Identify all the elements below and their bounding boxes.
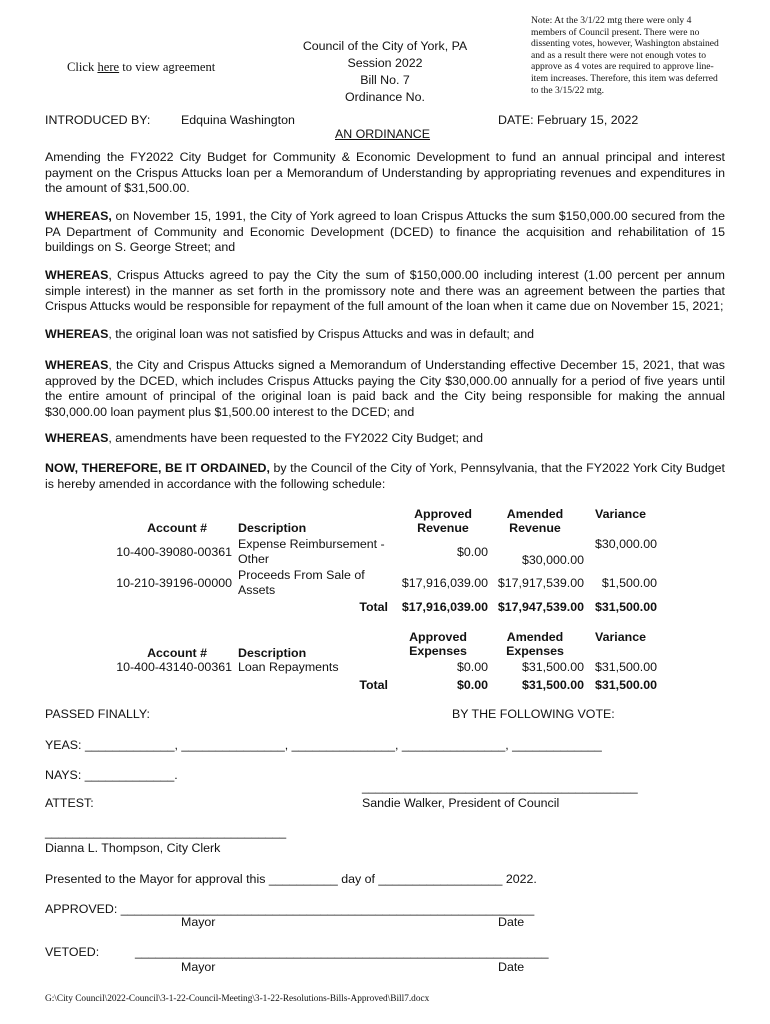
revenue-header-amended: Amended Revenue <box>506 507 564 535</box>
expense-header-amended: Amended Expenses <box>506 630 564 658</box>
clerk-signature-line: ___________________________________ <box>45 825 287 839</box>
expense-total-variance: $31,500.00 <box>594 678 657 692</box>
revenue-header-approved: Approved Revenue <box>414 507 472 535</box>
expense-total-approved: $0.00 <box>456 678 488 692</box>
vetoed-mayor-label: Mayor <box>181 960 216 974</box>
whereas-paragraph-5: WHEREAS, amendments have been requested to the FY2022 City Budget; and <box>45 431 484 445</box>
whereas-paragraph-1: WHEREAS, on November 15, 1991, the City of York agreed to loan Crispus Attucks the sum $150,000.00 secured from the PA Department of Community and Economic Development (DCED) to finance the acquisition and rehabilitation of 15 buildings on S. George Street; and <box>45 209 725 254</box>
revenue-row-1-description: Expense Reimbursement - Other <box>238 537 385 566</box>
agreement-link-text: Click here to view agreement <box>67 60 216 74</box>
bill-heading <box>270 38 500 106</box>
agreement-link[interactable]: here <box>97 60 120 74</box>
presented-line: Presented to the Mayor for approval this __________ day of __________________ 2022. <box>45 872 537 886</box>
council-name: Council of the City of York, PA <box>302 39 468 53</box>
attest-label: ATTEST: <box>45 796 94 810</box>
ordinance-number: Ordinance No. <box>345 90 425 104</box>
whereas-paragraph-3: WHEREAS, the original loan was not satisfied by Crispus Attucks and was in default; and <box>45 327 534 341</box>
bill-number: Bill No. 7 <box>360 73 410 87</box>
nays-line: NAYS: _____________. <box>45 768 178 782</box>
revenue-total-approved: $17,916,039.00 <box>401 600 488 614</box>
vetoed-date-label: Date <box>498 960 525 974</box>
revenue-row-2-account: 10-210-39196-00000 <box>116 576 232 590</box>
revenue-total-label: Total <box>359 600 388 614</box>
expense-header-description: Description <box>238 646 307 660</box>
file-path: G:\City Council\2022-Council\3-1-22-Council-Meeting\3-1-22-Resolutions-Bills-Approved\Bill7.docx <box>45 994 430 1004</box>
expense-header-account: Account # <box>147 646 207 660</box>
revenue-row-2-amended: $17,917,539.00 <box>497 576 584 590</box>
revenue-header-account: Account # <box>147 521 207 535</box>
revenue-row-1-variance: $30,000.00 <box>594 537 657 551</box>
clerk-name: Dianna L. Thompson, City Clerk <box>45 841 221 855</box>
expense-header-approved: Approved Expenses <box>409 630 467 658</box>
revenue-total-amended: $17,947,539.00 <box>497 600 584 614</box>
expense-row-account: 10-400-43140-00361 <box>116 660 232 674</box>
expense-row-approved: $0.00 <box>456 660 488 674</box>
revenue-header-variance: Variance <box>595 507 646 521</box>
revenue-row-2-variance: $1,500.00 <box>601 576 657 590</box>
revenue-row-2-approved: $17,916,039.00 <box>401 576 488 590</box>
meeting-note: Note: At the 3/1/22 mtg there were only 4 members of Council present. There were no dissenting votes, however, Washington abstained and as a result there were not enough votes to approve as 4 votes are required to approve line-item increases. Therefore, this item was deferred to the 3/15/22 mtg. <box>531 15 719 96</box>
revenue-total-variance: $31,500.00 <box>594 600 657 614</box>
expense-row-variance: $31,500.00 <box>594 660 657 674</box>
session: Session 2022 <box>347 56 423 70</box>
passed-finally-label: PASSED FINALLY: <box>45 707 150 721</box>
introduced-by-label: INTRODUCED BY: <box>45 113 151 127</box>
vetoed-label: VETOED: <box>45 945 100 959</box>
revenue-row-1-amended: $30,000.00 <box>521 553 584 567</box>
ordinance-date: DATE: February 15, 2022 <box>498 113 639 127</box>
expense-total-amended: $31,500.00 <box>521 678 584 692</box>
ordained-paragraph: NOW, THEREFORE, BE IT ORDAINED, by the Council of the City of York, Pennsylvania, that the FY2022 York City Budget is hereby amended in accordance with the following schedule: <box>45 461 726 491</box>
revenue-row-1-account: 10-400-39080-00361 <box>116 545 232 559</box>
purpose-paragraph: Amending the FY2022 City Budget for Community & Economic Development to fund an annual principal and interest payment on the Crispus Attucks loan per a Memorandum of Understanding by appropriating revenues and expenditures in the amount of $31,500.00. <box>45 150 725 195</box>
expense-total-label: Total <box>359 678 388 692</box>
whereas-paragraph-4: WHEREAS, the City and Crispus Attucks signed a Memorandum of Understanding effective December 15, 2021, that was approved by the DCED, which includes Crispus Attucks paying the City $30,000.00 annually for a period of five years until the entire amount of principal of the original loan is paid back and the City being responsible for making the annual $30,000.00 loan payment plus $1,500.00 interest to the DCED; and <box>45 358 725 419</box>
whereas-paragraph-2: WHEREAS, Crispus Attucks agreed to pay the City the sum of $150,000.00 including interest (1.00 percent per annum simple interest) in the manner as set forth in the promissory note and there was an agreement between the parties that Crispus Attucks would be responsible for repayment of the full amount of the loan when it came due on November 15, 2021; <box>45 268 725 313</box>
revenue-row-1-approved: $0.00 <box>456 545 488 559</box>
vote-label: BY THE FOLLOWING VOTE: <box>452 707 615 721</box>
expense-row-amended: $31,500.00 <box>521 660 584 674</box>
expense-header-variance: Variance <box>595 630 646 644</box>
introduced-by-name: Edquina Washington <box>181 113 295 127</box>
ordinance-title: AN ORDINANCE <box>335 127 431 141</box>
vetoed-signature-line: ____________________________________________________________ <box>135 945 549 959</box>
revenue-row-2-description: Proceeds From Sale of Assets <box>238 568 365 597</box>
yeas-line: YEAS: _____________, _______________, _______________, _______________, _____________ <box>45 738 602 752</box>
president-name: Sandie Walker, President of Council <box>362 796 560 810</box>
approved-mayor-label: Mayor <box>181 915 216 929</box>
approved-date-label: Date <box>498 915 525 929</box>
expense-row-description: Loan Repayments <box>238 660 339 674</box>
approved-line: APPROVED: ____________________________________________________________ <box>45 902 535 916</box>
revenue-header-description: Description <box>238 521 307 535</box>
president-signature-line: ________________________________________ <box>362 780 638 794</box>
